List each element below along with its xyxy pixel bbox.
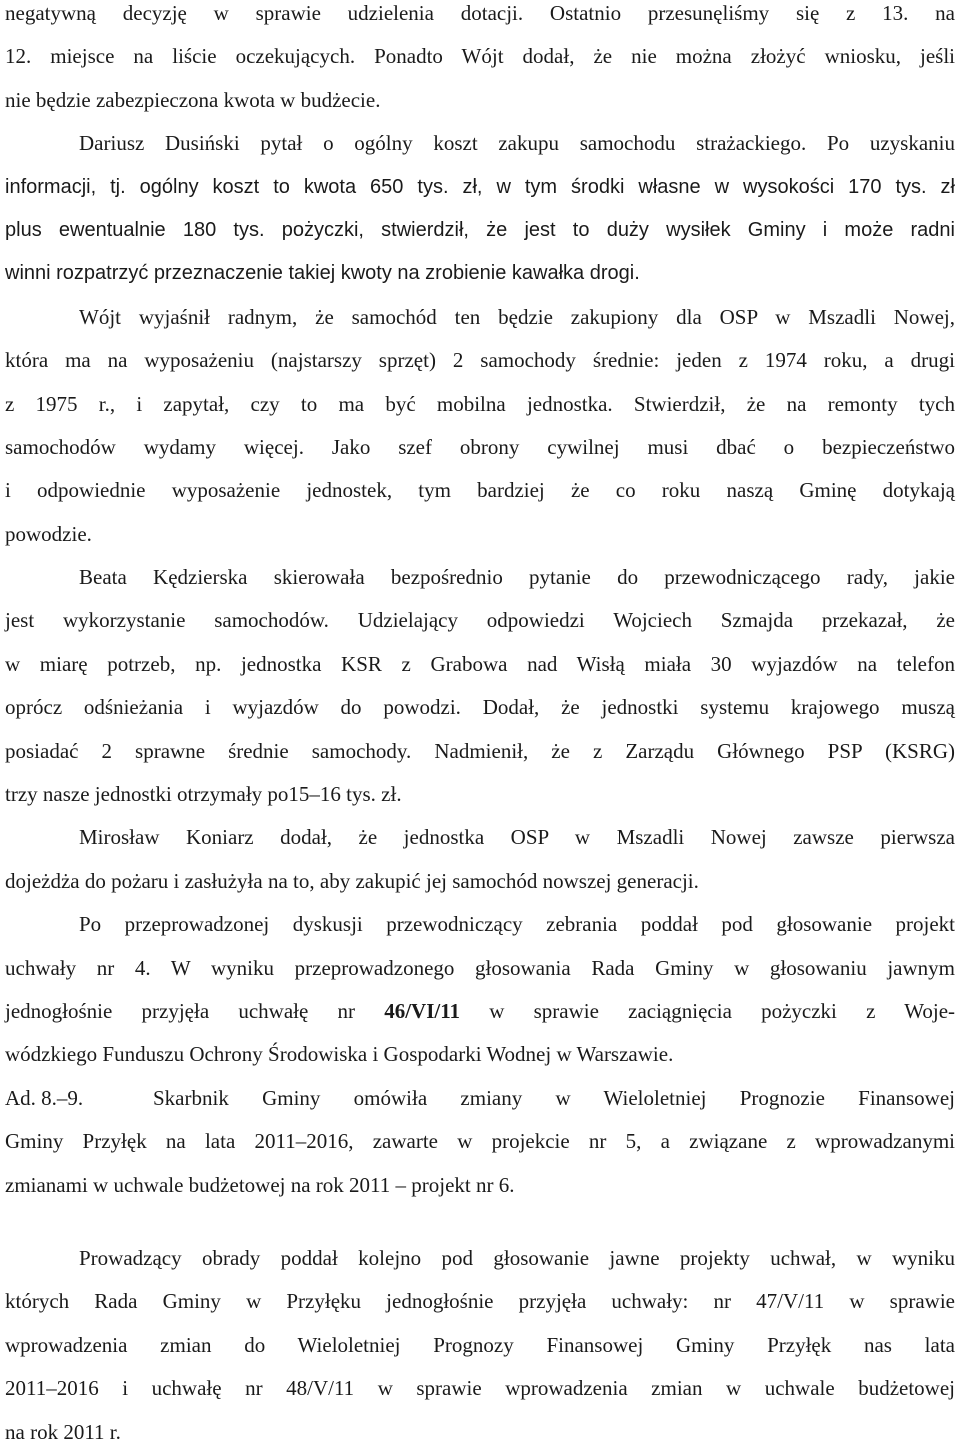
text-line: Wójt wyjaśnił radnym, że samochód ten będzie zakupiony dla OSP w Mszadli Nowej,: [79, 304, 955, 329]
text-line: informacji, tj. ogólny koszt to kwota 650 tys. zł, w tym środki własne w wysokości 170 tys. zł: [5, 175, 955, 198]
text-line: oprócz odśnieżania i wyjazdów do powodzi. Dodał, że jednostki systemu krajowego muszą: [5, 695, 955, 720]
text-line: winni rozpatrzyć przeznaczenie takiej kwoty na zrobienie kawałka drogi.: [5, 262, 640, 285]
text-segment: jednogłośnie przyjęła uchwałę nr: [5, 998, 355, 1023]
text-line: i odpowiednie wyposażenie jednostek, tym bardziej że co roku naszą Gminę dotykają: [5, 478, 955, 503]
text-line: samochodów wydamy więcej. Jako szef obrony cywilnej musi dbać o bezpieczeństwo: [5, 434, 955, 459]
text-line: 2011–2016 i uchwałę nr 48/V/11 w sprawie wprowadzenia zmian w uchwale budżetowej: [5, 1376, 955, 1401]
text-line: negatywną decyzję w sprawie udzielenia dotacji. Ostatnio przesunęliśmy się z 13. na: [5, 1, 955, 25]
text-line: na rok 2011 r.: [5, 1419, 121, 1444]
paragraph-koniarz-comment: [5, 816, 955, 903]
text-line: Po przeprowadzonej dyskusji przewodniczący zebrania poddał pod głosowanie projekt: [79, 912, 955, 937]
text-line: zmianami w uchwale budżetowej na rok 2011 – projekt nr 6.: [5, 1172, 515, 1197]
paragraph-spacer: [5, 1207, 955, 1237]
text-line: wódzkiego Funduszu Ochrony Środowiska i Gospodarki Wodnej w Warszawie.: [5, 1042, 674, 1067]
text-line: [5, 1077, 955, 1120]
text-line: która ma na wyposażeniu (najstarszy sprzęt) 2 samochody średnie: jeden z 1974 roku, a drugi: [5, 348, 955, 373]
document-page: [5, 0, 955, 1454]
text-line: z 1975 r., i zapytał, czy to ma być mobilna jednostka. Stwierdził, że na remonty tych: [5, 391, 955, 416]
paragraph-grant-decision: [5, 0, 955, 122]
text-line: Dariusz Dusiński pytał o ogólny koszt zakupu samochodu strażackiego. Po uzyskaniu: [79, 131, 955, 156]
text-line: powodzie.: [5, 521, 92, 546]
text-line: trzy nasze jednostki otrzymały po15–16 tys. zł.: [5, 782, 402, 807]
paragraph-agenda-item-8-9: [5, 1077, 955, 1207]
text-line: w miarę potrzeb, np. jednostka KSR z Grabowa nad Wisłą miała 30 wyjazdów na telefon: [5, 651, 955, 676]
text-line: Mirosław Koniarz dodał, że jednostka OSP w Mszadli Nowej zawsze pierwsza: [79, 825, 955, 850]
text-line: wprowadzenia zmian do Wieloletniej Prognozy Finansowej Gminy Przyłęk nas lata: [5, 1332, 955, 1357]
text-segment: w sprawie zaciągnięcia pożyczki z Woje-: [489, 998, 956, 1023]
paragraph-kedzierska-question: [5, 556, 955, 816]
text-line: których Rada Gminy w Przyłęku jednogłośnie przyjęła uchwały: nr 47/V/11 w sprawie: [5, 1289, 955, 1314]
text-segment: Skarbnik Gminy omówiła zmiany w Wieloletniej Prognozie Finansowej: [153, 1085, 955, 1110]
text-line: Prowadzący obrady poddał kolejno pod głosowanie jawne projekty uchwał, w wyniku: [79, 1245, 955, 1270]
paragraph-wojt-explanation: [5, 296, 955, 556]
paragraph-resolution-vote: [5, 903, 955, 1077]
resolution-number: 46/VI/11: [384, 998, 461, 1023]
paragraph-dusinski-question: [5, 122, 955, 296]
text-line: Beata Kędzierska skierowała bezpośrednio pytanie do przewodniczącego rady, jakie: [79, 565, 955, 590]
text-line: Gminy Przyłęk na lata 2011–2016, zawarte w projekcie nr 5, a związane z wprowadzanymi: [5, 1129, 955, 1154]
text-line: plus ewentualnie 180 tys. pożyczki, stwierdził, że jest to duży wysiłek Gminy i może radni: [5, 218, 955, 241]
text-line: jest wykorzystanie samochodów. Udzielający odpowiedzi Wojciech Szmajda przekazał, że: [5, 608, 955, 633]
text-line: dojeżdża do pożaru i zasłużyła na to, aby zakupić jej samochód nowszej generacji.: [5, 868, 699, 893]
text-line: posiadać 2 sprawne średnie samochody. Nadmienił, że z Zarządu Głównego PSP (KSRG): [5, 738, 955, 763]
text-line: 12. miejsce na liście oczekujących. Ponadto Wójt dodał, że nie można złożyć wniosku, jeśli: [5, 44, 955, 69]
text-line: nie będzie zabezpieczona kwota w budżecie.: [5, 87, 381, 112]
paragraph-final-votes: [5, 1237, 955, 1454]
text-line: uchwały nr 4. W wyniku przeprowadzonego głosowania Rada Gminy w głosowaniu jawnym: [5, 955, 955, 980]
text-line: [5, 990, 955, 1033]
agenda-item-number: Ad. 8.–9.: [5, 1085, 84, 1110]
